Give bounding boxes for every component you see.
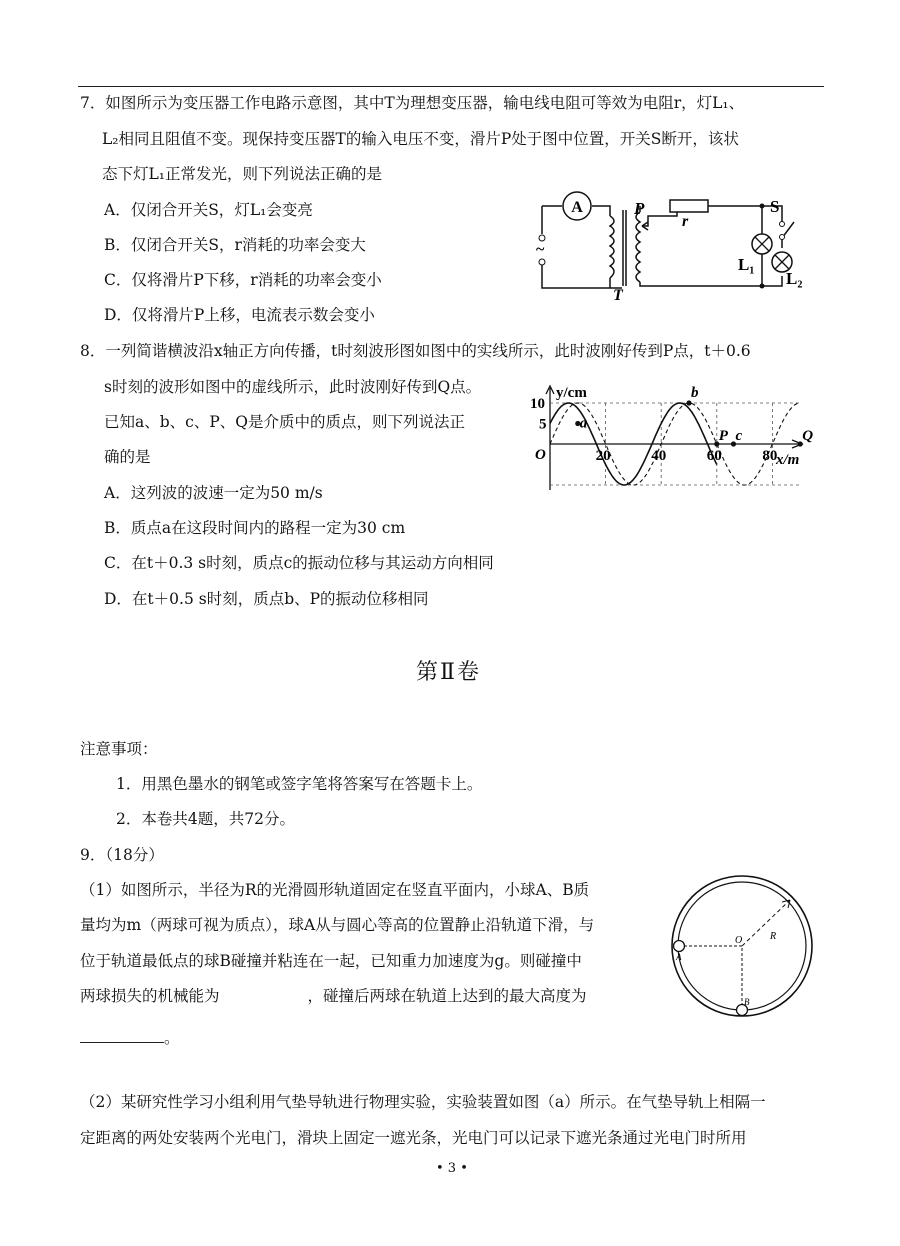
note-2: 2．本卷共4题，共72分。 <box>116 810 295 828</box>
q9-p1-line1: （1）如图所示，半径为R的光滑圆形轨道固定在竖直平面内，小球A、B质 <box>80 881 590 899</box>
resistor-label: r <box>682 213 689 230</box>
notes-heading: 注意事项： <box>80 740 158 758</box>
point-label-a: a <box>579 415 588 432</box>
q7-option-d: D．仅将滑片P上移，电流表示数会变小 <box>104 306 375 324</box>
q7-line2: L₂相同且阻值不变。现保持变压器T的输入电压不变，滑片P处于图中位置，开关S断开，该状 <box>102 130 739 148</box>
x-tick-label: 20 <box>595 448 611 464</box>
radius-label: R <box>770 931 777 942</box>
page-number: • 3 • <box>436 1161 468 1176</box>
origin-label: O <box>535 447 546 463</box>
slider-label: P <box>634 199 645 218</box>
y-tick-label: 5 <box>539 416 547 433</box>
q7-option-c: C．仅将滑片P下移，r消耗的功率会变小 <box>104 271 382 289</box>
point-label-Q: Q <box>802 428 814 444</box>
lamp1-label: L₁ <box>738 255 755 274</box>
x-tick-label: 80 <box>762 448 778 464</box>
q9-p1-line5 <box>80 1026 180 1048</box>
max-height-blank[interactable] <box>80 1028 164 1043</box>
ball-a-label: A <box>676 952 682 962</box>
q7-option-b: B．仅闭合开关S，r消耗的功率会变大 <box>104 236 366 254</box>
ammeter-label: A <box>571 199 583 216</box>
q7-option-a: A．仅闭合开关S，灯L₁会变亮 <box>104 201 313 219</box>
circular-track-figure <box>664 872 824 1020</box>
q9-p1-line2: 量均为m（两球可视为质点），球A从与圆心等高的位置静止沿轨道下滑，与 <box>80 916 595 934</box>
q8-line3: 已知a、b、c、P、Q是介质中的质点，则下列说法正 <box>104 413 465 431</box>
q9-p1-line3: 位于轨道最低点的球B碰撞并粘连在一起，已知重力加速度为g。则碰撞中 <box>80 952 582 970</box>
top-rule <box>78 86 824 87</box>
resistor-icon <box>670 200 708 212</box>
y-axis-label: y/cm <box>556 385 587 401</box>
q9-header: 9．（18分） <box>80 846 164 864</box>
ball-a-icon <box>674 941 685 952</box>
x-tick-label: 60 <box>706 448 722 464</box>
section-title: 第Ⅱ卷 <box>416 660 481 685</box>
ball-b-label: B <box>744 997 750 1007</box>
center-label: O <box>735 935 743 946</box>
q7-line1: 7．如图所示为变压器工作电路示意图，其中T为理想变压器，输电线电阻可等效为电阻r，灯L₁、 <box>80 94 745 112</box>
q8-option-d: D．在t＋0.5 s时刻，质点b、P的振动位移相同 <box>104 590 429 608</box>
q8-line4: 确的是 <box>104 448 151 466</box>
ac-source-label: ~ <box>536 241 545 258</box>
q8-line2: s时刻的波形如图中的虚线所示，此时波刚好传到Q点。 <box>104 378 482 396</box>
period: 。 <box>164 1029 180 1047</box>
x-tick-label: 40 <box>651 448 667 464</box>
point-label-b: b <box>691 385 699 401</box>
point-label-P: P <box>718 428 728 444</box>
q9-p2-line1: （2）某研究性学习小组利用气垫导轨进行物理实验，实验装置如图（a）所示。在气垫导轨上相隔一 <box>80 1093 766 1111</box>
q8-option-c: C．在t＋0.3 s时刻，质点c的振动位移与其运动方向相同 <box>104 554 494 572</box>
q8-line1: 8．一列简谐横波沿x轴正方向传播，t时刻波形图如图中的实线所示，此时波刚好传到P点，t＋0.6 <box>80 342 751 360</box>
x-axis-label: x/m <box>776 452 800 468</box>
q8-option-a: A．这列波的波速一定为50 m/s <box>104 484 323 502</box>
switch-label: S <box>770 197 780 216</box>
point-label-c: c <box>735 428 743 444</box>
max-height-prompt: ，碰撞后两球在轨道上达到的最大高度为 <box>307 987 587 1005</box>
energy-loss-prompt: 两球损失的机械能为 <box>80 987 220 1005</box>
q9-p2-line2: 定距离的两处安装两个光电门，滑块上固定一遮光条，光电门可以记录下遮光条通过光电门时所用 <box>80 1129 747 1147</box>
lamp2-label: L₂ <box>786 269 803 288</box>
transformer-circuit-figure <box>530 186 820 304</box>
q7-line3: 态下灯L₁正常发光，则下列说法正确的是 <box>102 165 383 183</box>
q8-option-b: B．质点a在这段时间内的路程一定为30 cm <box>104 519 406 537</box>
q9-p1-line4 <box>80 984 587 1006</box>
wave-chart <box>520 380 820 495</box>
note-1: 1．用黑色墨水的钢笔或签字笔将答案写在答题卡上。 <box>116 775 483 793</box>
point-b <box>686 400 691 405</box>
transformer-label: T <box>613 287 623 304</box>
y-tick-label: 10 <box>530 396 545 412</box>
